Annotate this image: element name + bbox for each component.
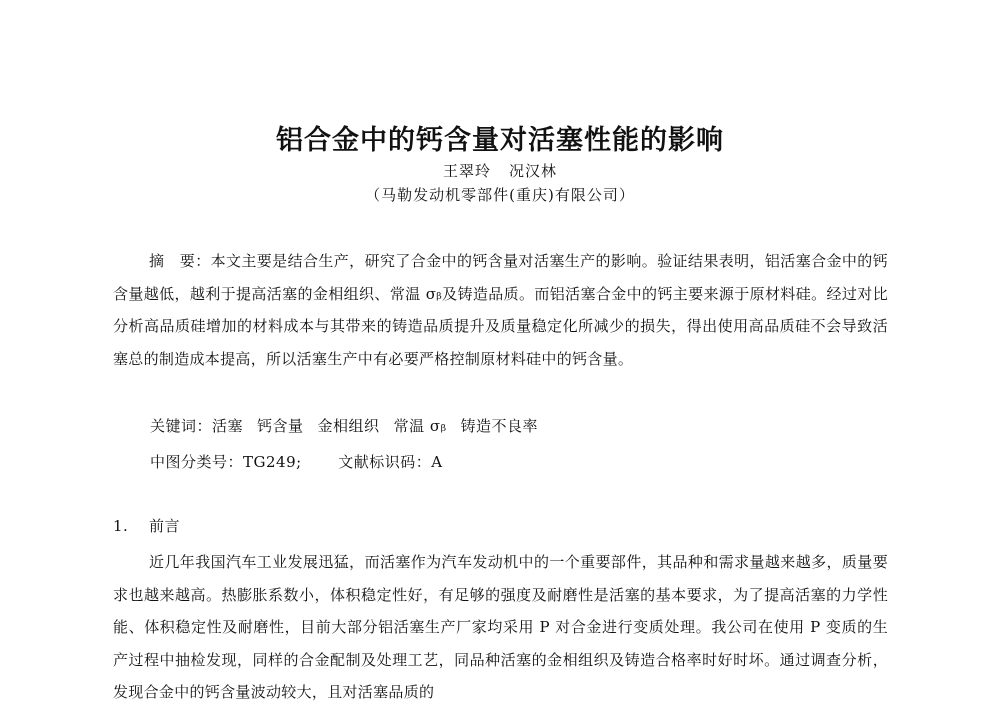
affiliation: （马勒发动机零部件(重庆)有限公司）	[365, 186, 635, 204]
paper-title: 铝合金中的钙含量对活塞性能的影响	[276, 125, 724, 156]
doc-code-value: A	[431, 453, 443, 471]
intro-paragraph: 近几年我国汽车工业发展迅猛，而活塞作为汽车发动机中的一个重要部件，其品种和需求量越来越多，质量要求也越来越高。热膨胀系数小，体积稳定性好，有足够的强度及耐磨性是活塞的基本要求，为了提高活塞的力学性能、体积稳定性及耐磨性，目前大部分铝活塞生产厂家均采用 P 对合金进行变质处理。我公司在使用 P 变质的生产过程中抽检发现，同样的合金配制及处理工艺，同品种活塞的金相组织及铸造合格率时好时坏。通过调查分析，发现合金中的钙含量波动较大，且对活塞品质的	[113, 553, 888, 701]
author-list	[0, 160, 1000, 181]
clc-label: 中图分类号：	[150, 453, 244, 471]
author-name: 况汉林	[509, 162, 558, 180]
clc-value: TG249;	[243, 453, 302, 471]
section-number: 1.	[113, 517, 129, 535]
keyword: 常温 σᵦ	[393, 417, 447, 435]
keyword: 钙含量	[257, 417, 304, 435]
classification-line	[150, 451, 443, 472]
keyword: 铸造不良率	[460, 417, 539, 435]
author-name: 王翠玲	[442, 162, 491, 180]
section-title: 前言	[149, 517, 181, 535]
abstract-label: 摘 要：	[149, 252, 211, 270]
abstract	[113, 245, 888, 375]
keywords-label: 关键词：	[150, 417, 213, 435]
keyword: 活塞	[212, 417, 244, 435]
section-heading	[113, 515, 180, 536]
doc-code-label: 文献标识码：	[338, 453, 432, 471]
abstract-text: 本文主要是结合生产，研究了合金中的钙含量对活塞生产的影响。验证结果表明，铝活塞合金中的钙含量越低，越利于提高活塞的金相组织、常温 σᵦ及铸造品质。而铝活塞合金中的钙主要来源于原材料硅。经过对比分析高品质硅增加的材料成本与其带来的铸造品质提升及质量稳定化所减少的损失，得出使用高品质硅不会导致活塞总的制造成本提高，所以活塞生产中有必要严格控制原材料硅中的钙含量。	[113, 252, 888, 368]
keywords	[150, 415, 552, 436]
keyword: 金相组织	[317, 417, 380, 435]
